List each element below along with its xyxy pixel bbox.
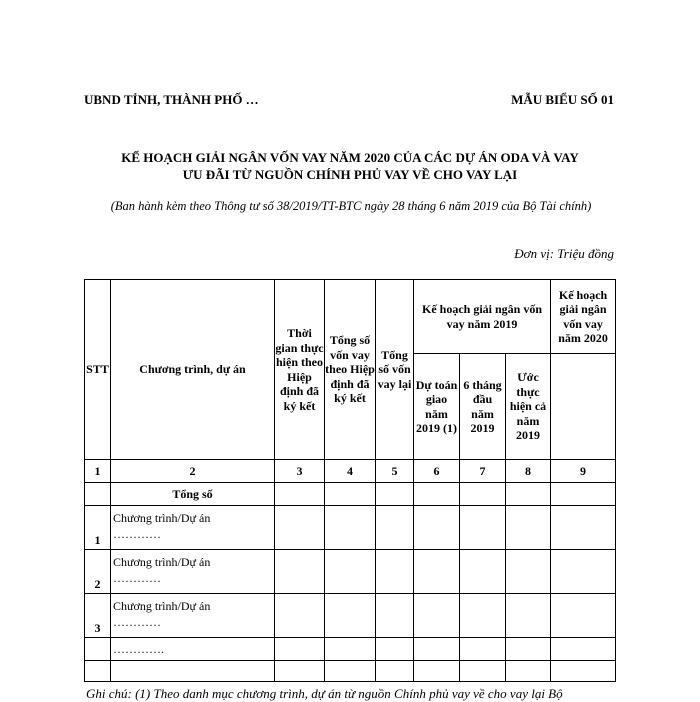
- program-name-line: Chương trình/Dự án: [113, 599, 211, 613]
- col-number: 9: [551, 460, 616, 483]
- header-time: Thời gian thực hiện theo Hiệp định đã ký kết: [275, 280, 325, 460]
- header-program: Chương trình, dự án: [111, 280, 275, 460]
- program-name-line: Chương trình/Dự án: [113, 511, 211, 525]
- col-number: 3: [275, 460, 325, 483]
- footnote: Ghi chú: (1) Theo danh mục chương trình, dự án từ nguồn Chính phủ vay về cho vay lại Bộ: [86, 686, 563, 701]
- total-row: [85, 483, 616, 506]
- table-row: [85, 550, 616, 594]
- table-row: [85, 506, 616, 550]
- empty-row: [85, 661, 616, 682]
- col-number: 2: [111, 460, 275, 483]
- column-number-row: [85, 460, 616, 483]
- title-line-2: ƯU ĐÃI TỪ NGUỒN CHÍNH PHỦ VAY VỀ CHO VAY LẠI: [182, 167, 518, 182]
- program-name-line: Chương trình/Dự án: [113, 555, 211, 569]
- col-number: 8: [506, 460, 551, 483]
- header-stt: STT: [85, 280, 111, 460]
- row-stt: 1: [85, 506, 111, 550]
- dots-row: [85, 638, 616, 661]
- total-label: Tổng số: [111, 483, 275, 506]
- col-number: 4: [325, 460, 376, 483]
- header-plan-2020-empty: [551, 354, 616, 460]
- row-stt: 3: [85, 594, 111, 638]
- program-name-dots: …………: [113, 571, 161, 585]
- form-number: MẪU BIỂU SỐ 01: [511, 92, 614, 107]
- document-subtitle: (Ban hành kèm theo Thông tư số 38/2019/TT-BTC ngày 28 tháng 6 năm 2019 của Bộ Tài chính): [110, 199, 592, 213]
- row-program-name: [111, 550, 275, 594]
- col-number: 7: [460, 460, 506, 483]
- dots-placeholder: ………….: [111, 638, 275, 661]
- col-number: 5: [376, 460, 414, 483]
- row-program-name: [111, 594, 275, 638]
- document-title: [80, 149, 620, 183]
- title-line-1: KẾ HOẠCH GIẢI NGÂN VỐN VAY NĂM 2020 CỦA CÁC DỰ ÁN ODA VÀ VAY: [121, 150, 579, 165]
- header-total-relend: Tổng số vốn vay lại: [376, 280, 414, 460]
- table-row: [85, 594, 616, 638]
- row-program-name: [111, 506, 275, 550]
- program-name-dots: …………: [113, 615, 161, 629]
- header-plan-2020: Kế hoạch giải ngân vốn vay năm 2020: [551, 280, 616, 354]
- header-6months-2019: 6 tháng đầu năm 2019: [460, 354, 506, 460]
- col-number: 6: [414, 460, 460, 483]
- row-stt: 2: [85, 550, 111, 594]
- header-estimate-year-2019: Ước thực hiện cả năm 2019: [506, 354, 551, 460]
- col-number: 1: [85, 460, 111, 483]
- header-total-loan: Tổng số vốn vay theo Hiệp định đã ký kết: [325, 280, 376, 460]
- header-estimate-2019: Dự toán giao năm 2019 (1): [414, 354, 460, 460]
- plan-table: [84, 279, 616, 682]
- program-name-dots: …………: [113, 527, 161, 541]
- organization-header: UBND TỈNH, THÀNH PHỐ …: [84, 92, 259, 107]
- header-group-2019: Kế hoạch giải ngân vốn vay năm 2019: [414, 280, 551, 354]
- unit-label: Đơn vị: Triệu đồng: [514, 246, 614, 261]
